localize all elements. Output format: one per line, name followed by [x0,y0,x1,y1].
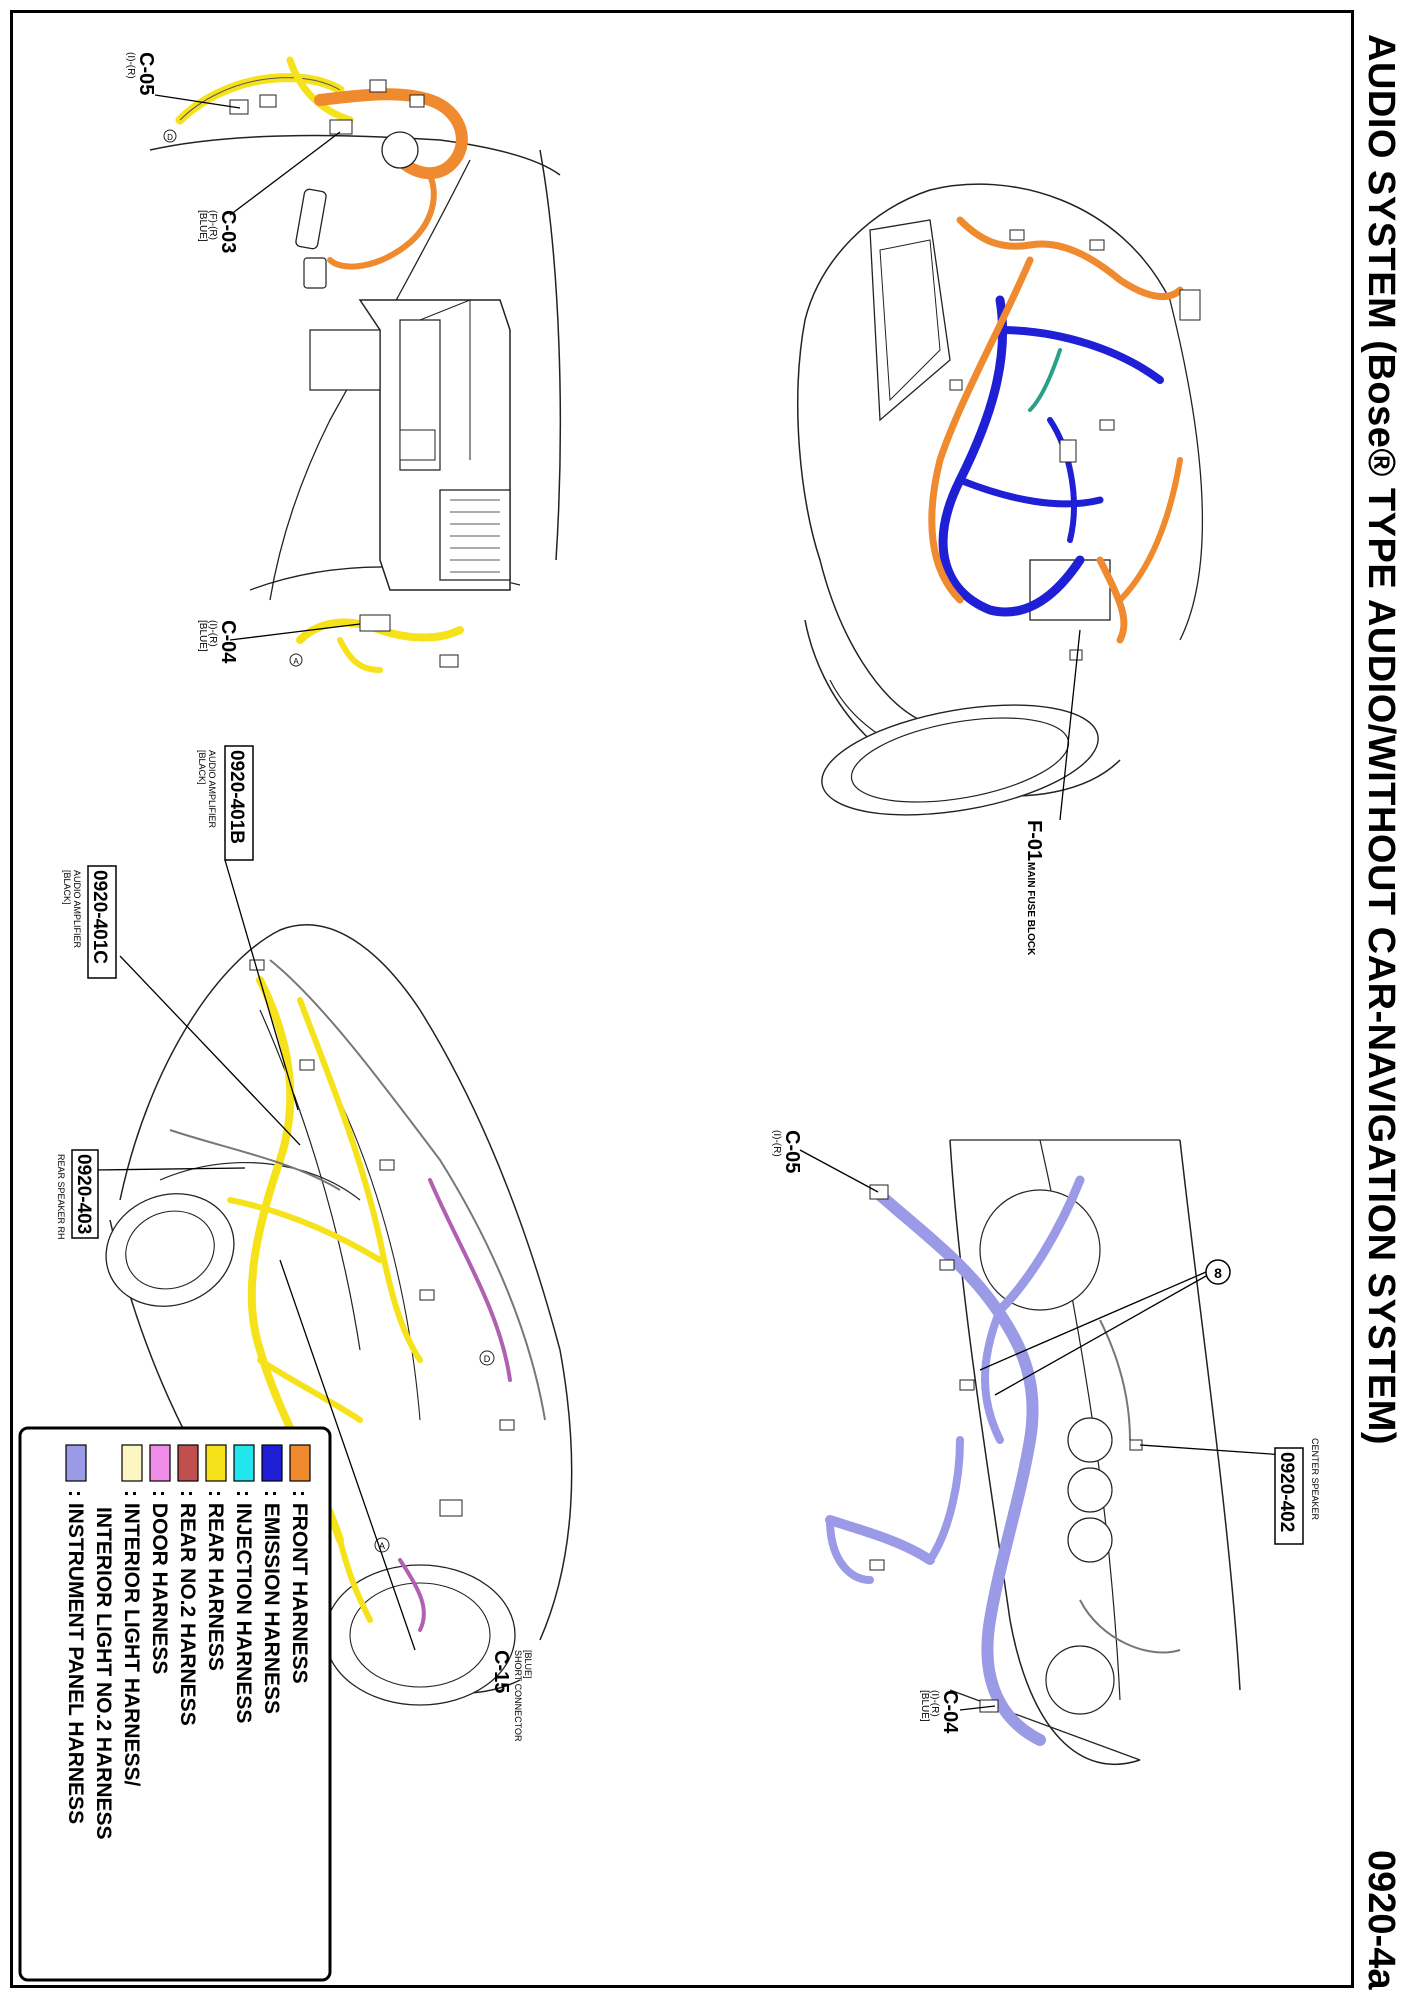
svg-text:C-04: C-04 [217,620,239,664]
instrument-panel-view [800,1140,1285,1764]
legend-label: : INTERIOR LIGHT HARNESS/ [120,1490,143,1787]
legend-label: : FRONT HARNESS [288,1490,311,1684]
callout-c04-right-text [919,1690,961,1734]
svg-text:(I)-(R): (I)-(R) [207,620,218,647]
legend-label: : DOOR HARNESS [148,1490,171,1675]
callout-c05-top [125,52,157,95]
legend-swatch [234,1445,254,1481]
legend-label: : REAR NO.2 HARNESS [176,1490,199,1726]
marker-a-label: A [378,1541,386,1551]
svg-text:F-01: F-01 [1023,820,1045,862]
callout-rear-speaker [56,1150,98,1240]
svg-text:SHORT CONNECTOR: SHORT CONNECTOR [513,1650,523,1742]
marker-d-label: D [167,133,173,142]
callout-c15 [490,1650,533,1742]
svg-text:REAR SPEAKER RH: REAR SPEAKER RH [56,1154,66,1240]
svg-text:(I)-(R): (I)-(R) [929,1690,940,1717]
callout-c04-top [197,620,239,664]
marker-a-label: A [293,657,299,666]
ground-point-8-label: 8 [1214,1265,1222,1281]
page-code: 0920-4a [1360,1850,1402,1990]
svg-text:0920-402: 0920-402 [1276,1452,1297,1533]
svg-text:C-05: C-05 [135,52,157,96]
legend-swatch [262,1445,282,1481]
svg-text:C-05: C-05 [781,1130,803,1174]
svg-text:[BLUE]: [BLUE] [197,210,208,242]
svg-text:(I)-(R): (I)-(R) [125,52,136,79]
hvac-unit [310,300,510,590]
legend-label: : INJECTION HARNESS [232,1490,255,1724]
svg-text:0920-403: 0920-403 [73,1154,94,1235]
callout-f01 [1023,820,1045,956]
callout-amp-c [62,866,116,978]
legend-swatch [290,1445,310,1481]
svg-text:CENTER SPEAKER: CENTER SPEAKER [1310,1438,1320,1521]
legend-swatch [66,1445,86,1481]
legend-swatch [178,1445,198,1481]
engine-compartment-view [798,184,1203,833]
svg-text:C-15: C-15 [490,1650,512,1694]
legend-label-continued: INTERIOR LIGHT NO.2 HARNESS [92,1507,115,1840]
callout-amp-b [197,746,253,860]
legend-label: : EMISSION HARNESS [260,1490,283,1715]
svg-text:MAIN FUSE BLOCK: MAIN FUSE BLOCK [1025,862,1036,956]
legend-swatch [206,1445,226,1481]
legend-label: : REAR HARNESS [204,1490,227,1671]
svg-text:[BLACK]: [BLACK] [197,750,207,785]
svg-text:0920-401B: 0920-401B [226,750,247,845]
svg-text:(I)-(R): (I)-(R) [771,1130,782,1157]
svg-text:[BLACK]: [BLACK] [62,870,72,905]
harness-legend [20,1428,330,1980]
callout-c05-right [771,1130,803,1173]
svg-text:0920-401C: 0920-401C [89,870,110,965]
legend-swatch [122,1445,142,1481]
legend-swatch [150,1445,170,1481]
svg-text:AUDIO AMPLIFIER: AUDIO AMPLIFIER [72,870,82,949]
svg-text:[BLUE]: [BLUE] [523,1650,533,1679]
svg-text:AUDIO AMPLIFIER: AUDIO AMPLIFIER [207,750,217,829]
svg-text:[BLUE]: [BLUE] [919,1690,930,1722]
callout-center-speaker [1275,1438,1320,1544]
page-title: AUDIO SYSTEM (Bose® TYPE AUDIO/WITHOUT CAR-NAVIGATION SYSTEM) [1360,34,1402,1446]
svg-text:[BLUE]: [BLUE] [197,620,208,652]
svg-text:C-03: C-03 [217,210,239,254]
injection-harness-wire [1030,350,1060,410]
pedal-shape [304,258,326,288]
svg-text:C-04: C-04 [939,1690,961,1734]
marker-d-label: D [483,1354,491,1364]
svg-text:(F)-(R): (F)-(R) [207,210,218,240]
pedal-shape [295,189,327,250]
legend-label: : INSTRUMENT PANEL HARNESS [64,1490,87,1825]
dash-harness-view [150,60,560,670]
callout-c03 [197,210,239,253]
